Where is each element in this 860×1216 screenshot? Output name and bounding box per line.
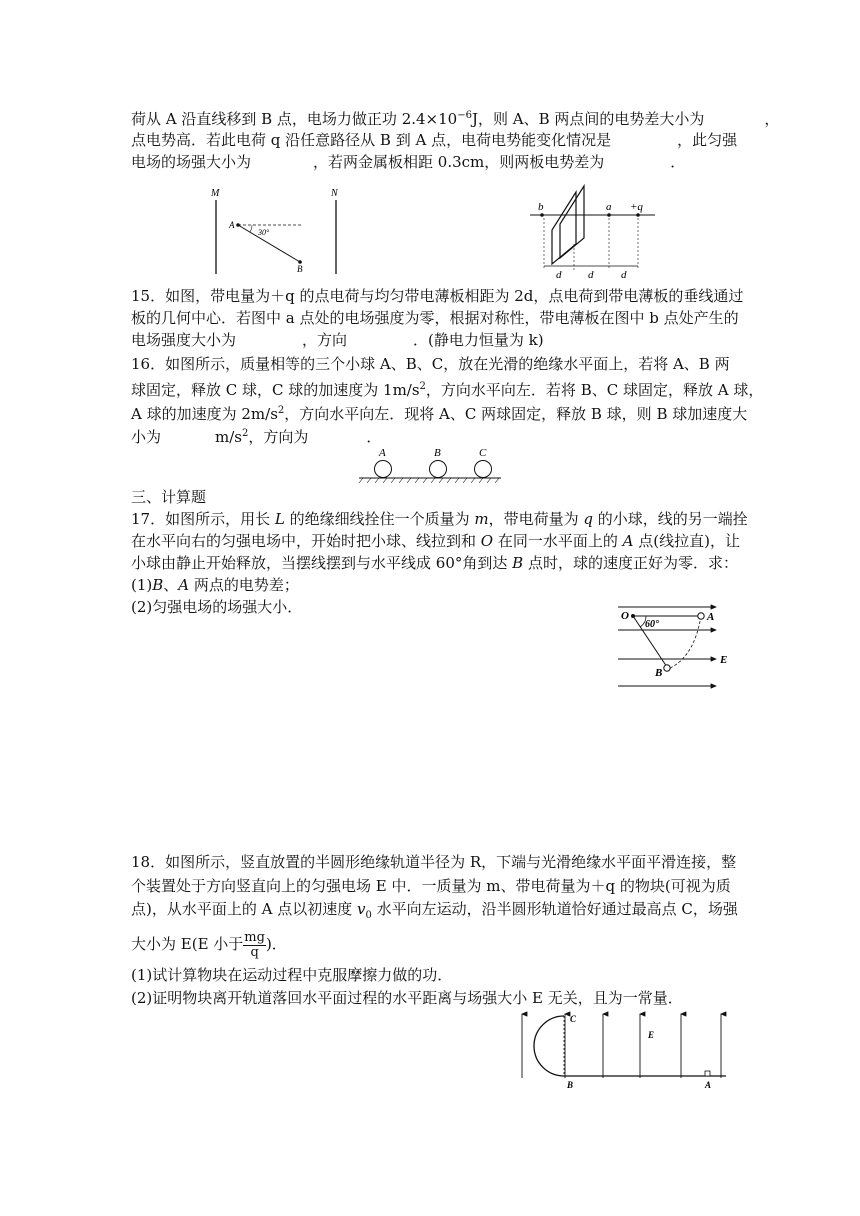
q17-line-1-text-c: ，带电荷量为 bbox=[488, 510, 584, 528]
q15-line-1: 15．如图，带电量为＋q 的点电荷与均匀带电薄板相距为 2d，点电荷到带电薄板的垂线通过 bbox=[131, 287, 744, 305]
q17-item-1-var-a: A bbox=[178, 576, 190, 594]
q16-line-3-text-a: A 球的加速度为 2m/s bbox=[131, 405, 278, 423]
q16-line-3-sup: 2 bbox=[277, 405, 285, 416]
q17-item-1 bbox=[131, 575, 299, 595]
q14-line-1 bbox=[131, 106, 779, 129]
q17-item-1-sep: 、 bbox=[163, 576, 179, 594]
q18-fraction-numerator: mg bbox=[244, 929, 265, 945]
q14-line-3 bbox=[131, 152, 685, 172]
q18-line-3-text-b: 水平向左运动，沿半圆形轨道恰好通过最高点 C，场强 bbox=[371, 900, 738, 918]
pivot-o-dot bbox=[631, 614, 635, 618]
q16-line-4-text-a: 小为 bbox=[131, 428, 162, 446]
q14-line-3-text-a: 电场的场强大小为 bbox=[131, 153, 252, 171]
point-b-dot bbox=[540, 213, 544, 217]
point-a-dot bbox=[607, 213, 611, 217]
q17-var-o: O bbox=[480, 532, 494, 550]
q14-line-2-end: ，此匀强 bbox=[677, 131, 738, 149]
q17-var-a: A bbox=[622, 532, 634, 550]
q17-pendulum-field-figure bbox=[612, 603, 742, 695]
q17-line-3-text-b: 点时，球的速度正好为零．求： bbox=[523, 554, 738, 572]
distance-label-1: d bbox=[556, 269, 562, 278]
charged-thin-plate bbox=[552, 192, 576, 264]
point-c-label: C bbox=[570, 1014, 577, 1024]
q17-item-1-text: 两点的电势差； bbox=[189, 576, 299, 594]
field-e-label: E bbox=[648, 1030, 655, 1040]
q18-fraction-denominator: q bbox=[250, 944, 259, 960]
q18-line-4 bbox=[131, 929, 287, 960]
q16-line-3 bbox=[131, 401, 747, 424]
q18-line-2: 个装置处于方向竖直向上的匀强电场 E 中．一质量为 m、带电荷量为＋q 的物块(可视为质 bbox=[131, 877, 731, 895]
q16-line-4-sup: 2 bbox=[242, 428, 249, 439]
q14-line-3-text-b: ，若两金属板相距 0.3cm，则两板电势差为 bbox=[313, 153, 605, 171]
q16-line-4-end: ． bbox=[366, 428, 382, 446]
angle-arc bbox=[250, 225, 252, 232]
q17-line-2-text-a: 在水平向右的匀强电场中，开始时把小球、线拉到和 bbox=[131, 532, 481, 550]
q17-line-2-text-c: 点(线拉直)，让 bbox=[633, 532, 740, 550]
q14-line-1-text-a: 荷从 A 沿直线移到 B 点，电场力做正功 2.4×10 bbox=[131, 110, 458, 128]
point-a-label: A bbox=[707, 611, 715, 623]
q16-line-2-text-a: 球固定，释放 C 球，C 球的加速度为 1m/s bbox=[131, 381, 420, 399]
angle-30-label: 30° bbox=[258, 228, 270, 237]
q17-line-1-text-b: 的绝缘细线拴住一个质量为 bbox=[284, 510, 475, 528]
q18-line-3 bbox=[131, 899, 738, 926]
q16-line-2-text-b: ，方向水平向左．若将 B、C 球固定，释放 A 球， bbox=[425, 381, 764, 399]
q17-line-1-text-d: 的小球，线的另一端拴 bbox=[593, 510, 748, 528]
q17-item-2: (2)匀强电场的场强大小． bbox=[131, 598, 303, 616]
point-b-label: B bbox=[297, 264, 303, 274]
ball-b-label: B bbox=[434, 447, 441, 459]
ball-a-label: A bbox=[379, 447, 386, 459]
block-at-a bbox=[705, 1071, 710, 1076]
section-3-title: 三、计算题 bbox=[131, 488, 207, 506]
q18-line-3-text-a: 点)，从水平面上的 A 点以初速度 bbox=[131, 900, 357, 918]
q16-line-4-text-c: ，方向为 bbox=[248, 428, 309, 446]
ground-hatching bbox=[359, 478, 499, 483]
q18-item-1: (1)试计算物块在运动过程中克服摩擦力做的功． bbox=[131, 966, 453, 984]
point-b-label: b bbox=[538, 201, 544, 213]
q17-line-2-text-b: 在同一水平面上的 bbox=[493, 532, 623, 550]
ball-at-b bbox=[664, 665, 670, 671]
q17-line-2 bbox=[131, 531, 740, 551]
field-e-label: E bbox=[720, 654, 728, 666]
q16-line-2-sup: 2 bbox=[419, 381, 426, 392]
pivot-o-label: O bbox=[621, 610, 629, 622]
point-b-label: B bbox=[567, 1080, 574, 1090]
q16-line-4-unit: m/s bbox=[215, 428, 242, 446]
q16-line-2 bbox=[131, 377, 763, 400]
ball-a bbox=[375, 461, 392, 478]
q18-item-2: (2)证明物块离开轨道落回水平面过程的水平距离与场强大小 E 无关，且为一常量． bbox=[131, 989, 683, 1007]
q17-item-1-number: (1) bbox=[131, 576, 153, 594]
q15-plate-charge-figure bbox=[530, 182, 655, 278]
q15-line-2: 板的几何中心．若图中 a 点处的电场强度为零，根据对称性，带电薄板在图中 b 点处产生的 bbox=[131, 309, 739, 327]
ball-c-label: C bbox=[479, 447, 487, 459]
q15-line-3-text-c: ．(静电力恒量为 k) bbox=[413, 331, 544, 349]
q16-line-3-text-b: ，方向水平向左．现将 A、C 两球固定，释放 B 球，则 B 球加速度大 bbox=[284, 405, 748, 423]
q14-line-1-end: ， bbox=[764, 110, 780, 128]
q17-var-b: B bbox=[512, 554, 524, 572]
q14-plates-figure bbox=[200, 184, 360, 278]
plate-m-label: M bbox=[211, 188, 220, 199]
charge-label: +q bbox=[630, 201, 643, 213]
point-a-label: A bbox=[229, 220, 235, 230]
q17-line-3 bbox=[131, 553, 738, 573]
q17-var-m: m bbox=[474, 510, 489, 528]
q18-line-4-text-a: 大小为 E(E 小于 bbox=[131, 935, 244, 953]
ball-at-a bbox=[698, 613, 704, 619]
swing-path bbox=[668, 616, 701, 669]
q14-line-3-end: ． bbox=[670, 153, 686, 171]
distance-label-2: d bbox=[588, 269, 594, 278]
q18-var-v-sub: 0 bbox=[365, 910, 372, 921]
q18-track-field-figure bbox=[516, 1008, 732, 1098]
q17-line-3-text-a: 小球由静止开始释放，当摆线摆到与水平线成 60°角到达 bbox=[131, 554, 513, 572]
q15-line-3-text-a: 电场强度大小为 bbox=[131, 331, 237, 349]
q14-line-1-exponent: −6 bbox=[457, 110, 472, 121]
q17-var-q: q bbox=[583, 510, 593, 528]
q16-three-balls-figure bbox=[355, 444, 505, 486]
q15-line-3 bbox=[131, 330, 544, 350]
ball-b bbox=[430, 461, 447, 478]
semicircle-track bbox=[534, 1016, 564, 1076]
q16-line-4 bbox=[131, 424, 381, 447]
q14-line-1-text-b: J，则 A、B 两点间的电势差大小为 bbox=[471, 110, 705, 128]
q17-line-1 bbox=[131, 509, 748, 529]
charge-dot bbox=[636, 213, 640, 217]
q14-line-2 bbox=[131, 130, 737, 150]
q14-line-2-text: 点电势高．若此电荷 q 沿任意路径从 B 到 A 点，电荷电势能变化情况是 bbox=[131, 131, 612, 149]
point-a-label: A bbox=[705, 1080, 712, 1090]
q17-var-l: L bbox=[274, 510, 285, 528]
point-a-dot bbox=[236, 223, 240, 227]
ball-c bbox=[475, 461, 492, 478]
q18-line-1: 18．如图所示，竖直放置的半圆形绝缘轨道半径为 R，下端与光滑绝缘水平面平滑连接，整 bbox=[131, 853, 737, 871]
plate-n-label: N bbox=[331, 188, 338, 199]
q17-line-1-text-a: 17．如图所示，用长 bbox=[131, 510, 275, 528]
point-a-label: a bbox=[606, 201, 612, 213]
distance-label-3: d bbox=[621, 269, 627, 278]
angle-60-label: 60° bbox=[645, 619, 659, 630]
q18-fraction bbox=[243, 931, 266, 960]
q15-line-3-text-b: ，方向 bbox=[302, 331, 348, 349]
point-b-label: B bbox=[655, 667, 663, 679]
q16-line-1: 16．如图所示，质量相等的三个小球 A、B、C，放在光滑的绝缘水平面上，若将 A、B 两 bbox=[131, 355, 730, 373]
q17-item-1-var-b: B bbox=[152, 576, 164, 594]
q18-var-v: v bbox=[357, 900, 366, 918]
q18-line-4-text-b: )． bbox=[265, 935, 287, 953]
